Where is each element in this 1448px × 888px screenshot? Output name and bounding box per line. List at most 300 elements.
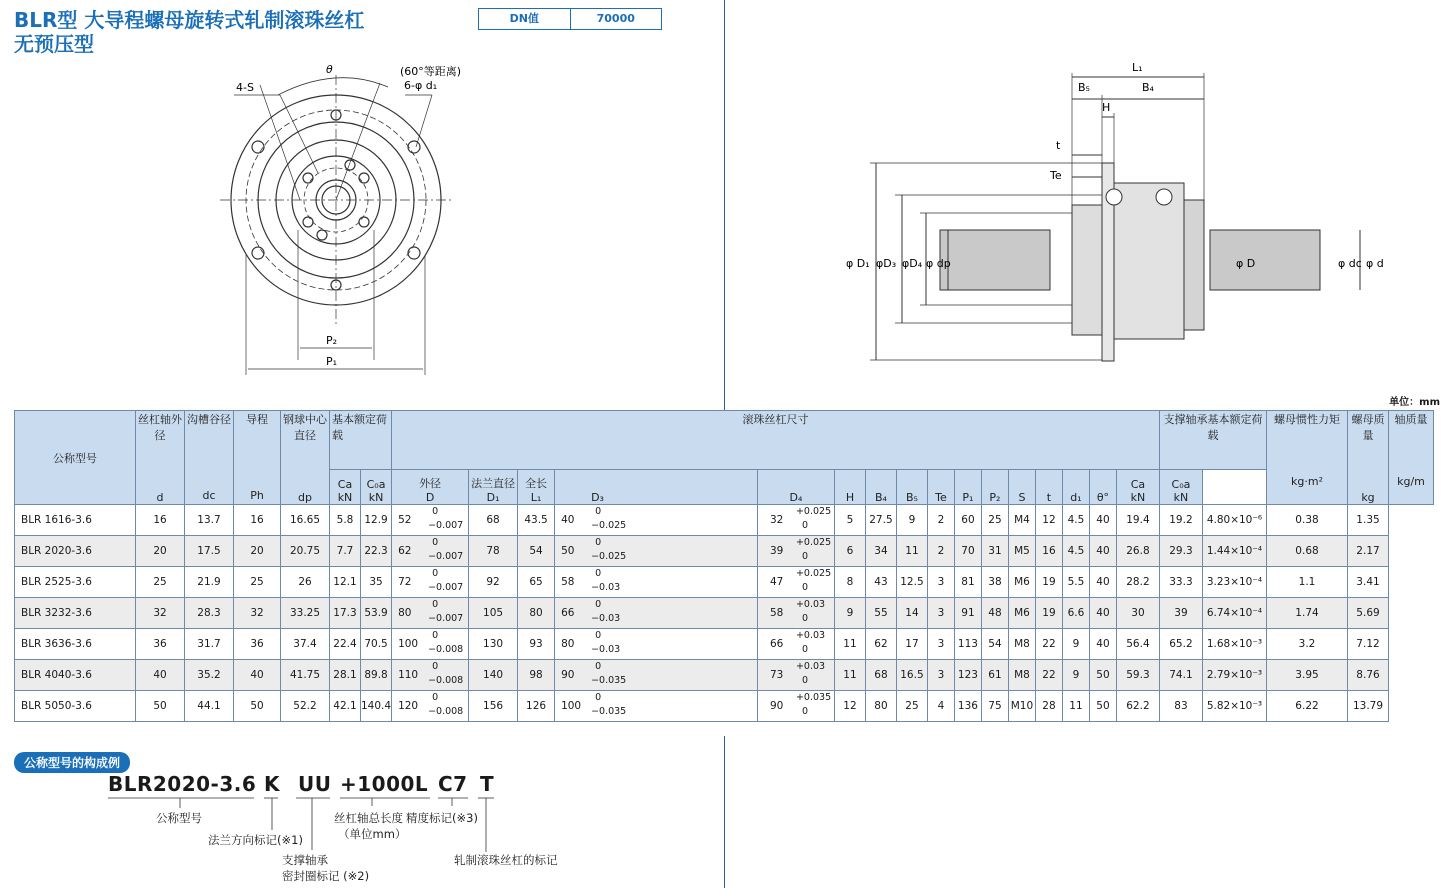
cell-d4-main: 90 — [769, 700, 784, 712]
pitch-note: (60°等距离) — [400, 65, 462, 78]
cell-b4: 80 — [865, 691, 896, 722]
cell-d3-up: 0 — [595, 568, 602, 579]
cell-sca: 56.4 — [1116, 629, 1159, 660]
cell-b4: 43 — [865, 567, 896, 598]
hdr-theta: θ° — [1089, 470, 1116, 505]
cell-d-main: 80 — [398, 607, 412, 619]
hdr-flange: 法兰直径 D₁ — [469, 470, 518, 505]
cell-ph: 40 — [234, 660, 281, 691]
cell-nut: 3.95 — [1267, 660, 1348, 691]
cell-d-up: 0 — [432, 599, 439, 610]
cell-theta: 50 — [1089, 660, 1116, 691]
cell-sca: 59.3 — [1116, 660, 1159, 691]
cell-dp: 52.2 — [281, 691, 330, 722]
hdr-groove: 沟槽谷径 dc — [185, 411, 234, 505]
cell-p2: 31 — [981, 536, 1008, 567]
cell-dc: 44.1 — [185, 691, 234, 722]
table-row — [15, 660, 1434, 691]
hdr-p1: P₁ — [954, 470, 981, 505]
cell-d3-lo: −0.03 — [591, 582, 621, 593]
cell-d3-lo: −0.035 — [591, 706, 627, 717]
cell-t: 28 — [1035, 691, 1062, 722]
screw-label: 4-S — [236, 81, 254, 94]
cell-d4-main: 32 — [769, 514, 784, 526]
cell-d4-up: +0.025 — [795, 537, 832, 548]
p2-label: P₂ — [326, 334, 338, 347]
cell-c0a: 140.4 — [361, 691, 392, 722]
cell-model: BLR 5050-3.6 — [15, 691, 136, 722]
cell-d1: 4.5 — [1062, 505, 1089, 536]
note-seal2: 密封圈标记 (※2) — [282, 869, 370, 883]
cell-dc: 13.7 — [185, 505, 234, 536]
hdr-shaft-od: 丝杠轴外径 d — [136, 411, 185, 505]
cell-dc: 21.9 — [185, 567, 234, 598]
hdr-length: 全长 L₁ — [518, 470, 555, 505]
cell-d4-lo: 0 — [801, 644, 808, 655]
b4-label: B₄ — [1142, 81, 1154, 94]
cell-b5: 14 — [896, 598, 927, 629]
cell-d4-tolerance — [757, 691, 834, 722]
cell-d3-main: 80 — [561, 638, 575, 650]
hdr-support-load: 支撑轴承基本额定荷载 — [1159, 411, 1266, 470]
cell-shaft: 2.17 — [1348, 536, 1389, 567]
cell-d-main: 100 — [398, 638, 419, 650]
cell-te: 3 — [927, 660, 954, 691]
cell-d4-lo: 0 — [801, 706, 808, 717]
cell-nut: 0.68 — [1267, 536, 1348, 567]
cell-t: 22 — [1035, 660, 1062, 691]
cell-sc0a: 29.3 — [1159, 536, 1202, 567]
cell-sca: 30 — [1116, 598, 1159, 629]
cell-p2: 38 — [981, 567, 1008, 598]
cell-c0a: 70.5 — [361, 629, 392, 660]
cell-shaft: 13.79 — [1348, 691, 1389, 722]
cell-d4-up: +0.035 — [795, 692, 832, 703]
hdr-b4: B₄ — [865, 470, 896, 505]
cell-d1: 130 — [469, 629, 518, 660]
cell-b5: 9 — [896, 505, 927, 536]
cell-d-main: 120 — [398, 700, 419, 712]
cell-t: 12 — [1035, 505, 1062, 536]
cell-d-lo: −0.007 — [428, 551, 464, 562]
cell-b4: 55 — [865, 598, 896, 629]
hdr-basic-load: 基本额定荷载 — [330, 411, 392, 470]
code-part-precision: C7 — [438, 772, 468, 796]
cell-d4-tolerance — [757, 660, 834, 691]
cell-d-main: 62 — [398, 545, 412, 557]
cell-te: 3 — [927, 598, 954, 629]
cell-s: M6 — [1008, 598, 1035, 629]
cell-d3-main: 100 — [561, 700, 582, 712]
hdr-lead: 导程 Ph — [234, 411, 281, 505]
hdr-d3: D₃ — [555, 470, 758, 505]
cell-t: 19 — [1035, 598, 1062, 629]
table-row — [15, 598, 1434, 629]
cell-sca: 19.4 — [1116, 505, 1159, 536]
cell-p2: 61 — [981, 660, 1008, 691]
cell-d3-tolerance — [555, 691, 758, 722]
cell-ph: 50 — [234, 691, 281, 722]
hdr-shaft-mass: 轴质量 kg/m — [1389, 411, 1434, 505]
cell-d1: 105 — [469, 598, 518, 629]
cell-b4: 62 — [865, 629, 896, 660]
cell-d-up: 0 — [432, 692, 439, 703]
d4-label: φD₄ — [902, 257, 923, 270]
cell-d: 32 — [136, 598, 185, 629]
cell-p1: 113 — [954, 629, 981, 660]
cell-sca: 62.2 — [1116, 691, 1159, 722]
t-label: t — [1056, 139, 1061, 152]
cell-p2: 54 — [981, 629, 1008, 660]
side-view-drawing — [840, 55, 1400, 375]
cell-model: BLR 2020-3.6 — [15, 536, 136, 567]
cell-te: 3 — [927, 629, 954, 660]
cell-d3-lo: −0.025 — [591, 551, 627, 562]
cell-d1: 140 — [469, 660, 518, 691]
b5-label: B₅ — [1078, 81, 1090, 94]
dn-value-box — [478, 8, 662, 30]
cell-b4: 34 — [865, 536, 896, 567]
cell-h: 12 — [834, 691, 865, 722]
cell-d3-main: 40 — [561, 514, 575, 526]
cell-theta: 50 — [1089, 691, 1116, 722]
code-part-length: +1000L — [340, 772, 429, 796]
cell-b4: 68 — [865, 660, 896, 691]
code-part-uu: UU — [298, 772, 332, 796]
table-row — [15, 567, 1434, 598]
cell-nut: 0.38 — [1267, 505, 1348, 536]
dp-label: φ dp — [926, 257, 951, 270]
cell-d-tolerance — [392, 567, 469, 598]
cell-theta: 40 — [1089, 629, 1116, 660]
cell-d-tolerance — [392, 505, 469, 536]
p1-label: P₁ — [326, 355, 338, 368]
hdr-c0a: C₀a kN — [361, 470, 392, 505]
cell-inertia: 3.23×10⁻⁴ — [1202, 567, 1266, 598]
cell-sc0a: 39 — [1159, 598, 1202, 629]
cell-h: 6 — [834, 536, 865, 567]
cell-d: 40 — [136, 660, 185, 691]
cell-dp: 41.75 — [281, 660, 330, 691]
cell-sca: 26.8 — [1116, 536, 1159, 567]
cell-nut: 6.22 — [1267, 691, 1348, 722]
cell-ca: 42.1 — [330, 691, 361, 722]
hdr-b5: B₅ — [896, 470, 927, 505]
cell-nut: 1.74 — [1267, 598, 1348, 629]
cell-nut: 3.2 — [1267, 629, 1348, 660]
cell-dp: 33.25 — [281, 598, 330, 629]
cell-dp: 37.4 — [281, 629, 330, 660]
cell-d-tolerance — [392, 691, 469, 722]
cell-d-lo: −0.008 — [428, 675, 464, 686]
te-label: Te — [1050, 169, 1062, 182]
cell-dp: 20.75 — [281, 536, 330, 567]
hdr-nut-mass: 螺母质量 kg — [1348, 411, 1389, 505]
cell-ca: 17.3 — [330, 598, 361, 629]
h-label: H — [1102, 101, 1111, 114]
cell-d4-tolerance — [757, 598, 834, 629]
cell-d4-main: 73 — [769, 669, 784, 681]
note-model: 公称型号 — [156, 811, 202, 825]
cell-d3-main: 66 — [561, 607, 575, 619]
cell-d4-main: 47 — [769, 576, 784, 588]
cell-sc0a: 65.2 — [1159, 629, 1202, 660]
hdr-p2: P₂ — [981, 470, 1008, 505]
cell-d-tolerance — [392, 598, 469, 629]
cell-p2: 25 — [981, 505, 1008, 536]
cell-d4-tolerance — [757, 567, 834, 598]
code-part-rolled: T — [480, 772, 495, 796]
cell-sc0a: 19.2 — [1159, 505, 1202, 536]
cell-shaft: 1.35 — [1348, 505, 1389, 536]
cell-d4-up: +0.025 — [795, 568, 832, 579]
cell-d-tolerance — [392, 660, 469, 691]
cell-d4-lo: 0 — [801, 613, 808, 624]
cell-c0a: 35 — [361, 567, 392, 598]
cell-dc: 31.7 — [185, 629, 234, 660]
cell-p1: 123 — [954, 660, 981, 691]
hole-note: 6-φ d₁ — [404, 79, 438, 92]
cell-d3-tolerance — [555, 536, 758, 567]
code-part-model: BLR2020-3.6 — [108, 772, 257, 796]
cell-l1: 54 — [518, 536, 555, 567]
d1-label: φ D₁ — [846, 257, 870, 270]
cell-d3-up: 0 — [595, 661, 602, 672]
cell-dp: 26 — [281, 567, 330, 598]
note-precision: 精度标记(※3) — [406, 811, 478, 825]
cell-d1: 78 — [469, 536, 518, 567]
cell-ph: 25 — [234, 567, 281, 598]
cell-inertia: 2.79×10⁻³ — [1202, 660, 1266, 691]
cell-d3-up: 0 — [595, 506, 602, 517]
hdr-d1: d₁ — [1062, 470, 1089, 505]
screw-shaft-left — [940, 230, 1050, 290]
note-rolled: 轧制滚珠丝杠的标记 — [454, 853, 558, 867]
divider-bottom — [724, 736, 725, 888]
hdr-inertia: 螺母惯性力矩 kg·m² — [1267, 411, 1348, 505]
cell-p2: 75 — [981, 691, 1008, 722]
cell-d4-tolerance — [757, 505, 834, 536]
cell-ph: 20 — [234, 536, 281, 567]
cell-d1: 9 — [1062, 629, 1089, 660]
cell-d3-tolerance — [555, 567, 758, 598]
cell-ca: 12.1 — [330, 567, 361, 598]
front-view-drawing — [220, 55, 500, 375]
cell-d4-lo: 0 — [801, 551, 808, 562]
cell-s: M4 — [1008, 505, 1035, 536]
cell-d4-main: 58 — [769, 607, 784, 619]
hdr-model: 公称型号 — [15, 411, 136, 505]
cell-d3-up: 0 — [595, 692, 602, 703]
hdr-d4: D₄ — [757, 470, 834, 505]
cell-theta: 40 — [1089, 505, 1116, 536]
unit-label: 单位：mm — [1389, 397, 1440, 408]
cell-d-up: 0 — [432, 661, 439, 672]
cell-d-up: 0 — [432, 568, 439, 579]
cell-d4-up: +0.03 — [795, 599, 826, 610]
cell-sc0a: 83 — [1159, 691, 1202, 722]
cell-d3-main: 58 — [561, 576, 575, 588]
cell-c0a: 89.8 — [361, 660, 392, 691]
note-length: 丝杠轴总长度 — [334, 811, 403, 825]
cell-d3-up: 0 — [595, 599, 602, 610]
cell-d-main: 110 — [398, 669, 419, 681]
cell-dp: 16.65 — [281, 505, 330, 536]
cell-b5: 12.5 — [896, 567, 927, 598]
cell-d-up: 0 — [432, 537, 439, 548]
cell-d3-main: 50 — [561, 545, 575, 557]
cell-d3-up: 0 — [595, 537, 602, 548]
cell-dc: 17.5 — [185, 536, 234, 567]
dn-value: 70000 — [596, 12, 635, 25]
cell-d4-up: +0.025 — [795, 506, 832, 517]
cell-sc0a: 74.1 — [1159, 660, 1202, 691]
cell-theta: 40 — [1089, 536, 1116, 567]
cell-d: 25 — [136, 567, 185, 598]
dc-label: φ dc — [1338, 257, 1362, 270]
cell-inertia: 4.80×10⁻⁶ — [1202, 505, 1266, 536]
cell-d3-tolerance — [555, 629, 758, 660]
cell-d-main: 52 — [398, 514, 412, 526]
cell-shaft: 8.76 — [1348, 660, 1389, 691]
cell-d1: 11 — [1062, 691, 1089, 722]
cell-d1: 4.5 — [1062, 536, 1089, 567]
cell-d4-up: +0.03 — [795, 630, 826, 641]
cell-nut: 1.1 — [1267, 567, 1348, 598]
code-part-k: K — [264, 772, 280, 796]
cell-h: 5 — [834, 505, 865, 536]
cell-inertia: 1.68×10⁻³ — [1202, 629, 1266, 660]
cell-d4-up: +0.03 — [795, 661, 826, 672]
cell-d3-lo: −0.025 — [591, 520, 627, 531]
title-line2: 无预压型 — [14, 32, 94, 56]
cell-sc0a: 33.3 — [1159, 567, 1202, 598]
cell-inertia: 1.44×10⁻⁴ — [1202, 536, 1266, 567]
cell-s: M8 — [1008, 660, 1035, 691]
cell-p1: 136 — [954, 691, 981, 722]
table-row — [15, 536, 1434, 567]
cell-d4-main: 66 — [769, 638, 784, 650]
cell-d3-lo: −0.03 — [591, 613, 621, 624]
page-title — [14, 8, 364, 56]
cell-p1: 91 — [954, 598, 981, 629]
table-row — [15, 505, 1434, 536]
cell-s: M10 — [1008, 691, 1035, 722]
cell-d3-tolerance — [555, 598, 758, 629]
hdr-od: 外径 D — [392, 470, 469, 505]
cell-l1: 93 — [518, 629, 555, 660]
cell-d-main: 72 — [398, 576, 412, 588]
hdr-support-c0a: C₀a kN — [1159, 470, 1202, 505]
d3-label: φD₃ — [876, 257, 897, 270]
cell-h: 11 — [834, 629, 865, 660]
cell-d4-lo: 0 — [801, 520, 808, 531]
cell-d3-tolerance — [555, 660, 758, 691]
hdr-ca: Ca kN — [330, 470, 361, 505]
cell-p1: 70 — [954, 536, 981, 567]
cell-d1: 68 — [469, 505, 518, 536]
cell-p2: 48 — [981, 598, 1008, 629]
cell-dc: 35.2 — [185, 660, 234, 691]
cell-ca: 7.7 — [330, 536, 361, 567]
cell-b5: 16.5 — [896, 660, 927, 691]
cell-l1: 43.5 — [518, 505, 555, 536]
cell-t: 16 — [1035, 536, 1062, 567]
cell-d1: 156 — [469, 691, 518, 722]
cell-model: BLR 3636-3.6 — [15, 629, 136, 660]
cell-d-lo: −0.007 — [428, 582, 464, 593]
cell-p1: 60 — [954, 505, 981, 536]
cell-d1: 5.5 — [1062, 567, 1089, 598]
cell-d-lo: −0.007 — [428, 613, 464, 624]
cell-d-up: 0 — [432, 506, 439, 517]
cell-ca: 22.4 — [330, 629, 361, 660]
cell-d1: 92 — [469, 567, 518, 598]
cell-d4-main: 39 — [769, 545, 784, 557]
cell-l1: 65 — [518, 567, 555, 598]
d-label: φ d — [1366, 257, 1384, 270]
cell-d: 36 — [136, 629, 185, 660]
cell-d4-lo: 0 — [801, 582, 808, 593]
cell-d-lo: −0.007 — [428, 520, 464, 531]
cell-inertia: 5.82×10⁻³ — [1202, 691, 1266, 722]
hdr-dims: 滚珠丝杠尺寸 — [392, 411, 1160, 470]
cell-te: 4 — [927, 691, 954, 722]
cell-l1: 126 — [518, 691, 555, 722]
cell-te: 2 — [927, 536, 954, 567]
cell-t: 19 — [1035, 567, 1062, 598]
cell-te: 2 — [927, 505, 954, 536]
cell-c0a: 22.3 — [361, 536, 392, 567]
cell-d4-lo: 0 — [801, 675, 808, 686]
cell-d-tolerance — [392, 629, 469, 660]
note-seal: 支撑轴承 — [282, 853, 328, 867]
cell-d: 16 — [136, 505, 185, 536]
divider-top — [724, 0, 725, 410]
theta-label: θ — [326, 63, 333, 76]
cell-inertia: 6.74×10⁻⁴ — [1202, 598, 1266, 629]
cell-d: 20 — [136, 536, 185, 567]
cell-b5: 25 — [896, 691, 927, 722]
cell-b5: 17 — [896, 629, 927, 660]
spec-table — [14, 410, 1434, 722]
cell-d3-up: 0 — [595, 630, 602, 641]
cell-h: 8 — [834, 567, 865, 598]
cell-c0a: 12.9 — [361, 505, 392, 536]
cell-d4-tolerance — [757, 536, 834, 567]
note-flange: 法兰方向标记(※1) — [208, 833, 303, 847]
cell-p1: 81 — [954, 567, 981, 598]
dn-label: DN值 — [479, 9, 571, 29]
cell-d1: 9 — [1062, 660, 1089, 691]
cell-model: BLR 4040-3.6 — [15, 660, 136, 691]
cell-shaft: 7.12 — [1348, 629, 1389, 660]
cell-d3-tolerance — [555, 505, 758, 536]
cell-d-up: 0 — [432, 630, 439, 641]
cell-d3-lo: −0.03 — [591, 644, 621, 655]
cell-shaft: 5.69 — [1348, 598, 1389, 629]
cell-shaft: 3.41 — [1348, 567, 1389, 598]
hdr-ball-pcd: 钢球中心直径 dp — [281, 411, 330, 505]
cell-c0a: 53.9 — [361, 598, 392, 629]
cell-l1: 98 — [518, 660, 555, 691]
cell-sca: 28.2 — [1116, 567, 1159, 598]
cell-d: 50 — [136, 691, 185, 722]
hdr-t: t — [1035, 470, 1062, 505]
l1-label: L₁ — [1132, 61, 1143, 74]
cell-ph: 32 — [234, 598, 281, 629]
hdr-h: H — [834, 470, 865, 505]
